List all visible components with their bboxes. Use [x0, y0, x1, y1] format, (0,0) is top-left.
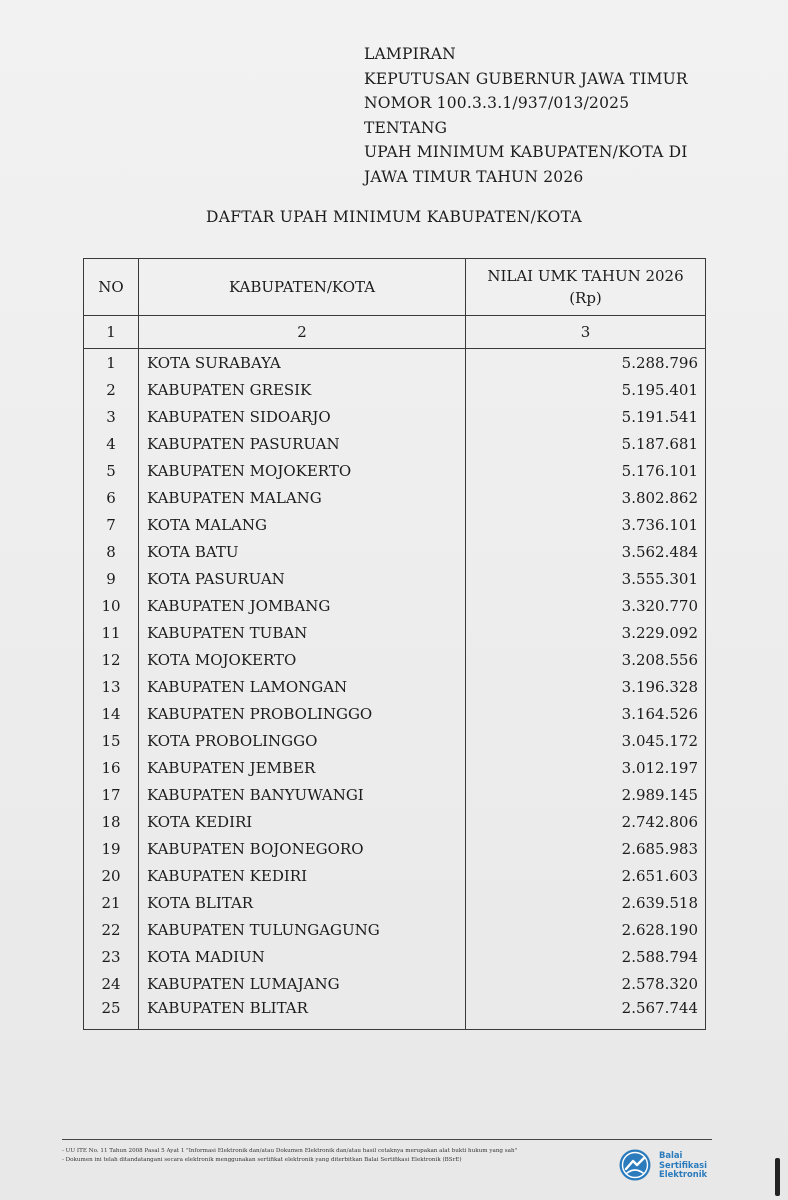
- row-value: 5.187.681: [466, 430, 706, 457]
- row-name: KABUPATEN BOJONEGORO: [139, 835, 466, 862]
- row-value: 3.562.484: [466, 538, 706, 565]
- table-row: [84, 673, 706, 700]
- row-number: 23: [84, 943, 139, 970]
- table-row: [84, 349, 706, 377]
- lampiran-line: JAWA TIMUR TAHUN 2026: [364, 167, 584, 186]
- bsre-logo-icon: [618, 1148, 652, 1182]
- table-row: [84, 808, 706, 835]
- table-row: [84, 754, 706, 781]
- row-value: 3.555.301: [466, 565, 706, 592]
- row-name: KABUPATEN MALANG: [139, 484, 466, 511]
- row-name: KABUPATEN LUMAJANG: [139, 970, 466, 997]
- row-name: KOTA SURABAYA: [139, 349, 466, 377]
- bsre-line: Sertifikasi: [659, 1159, 708, 1170]
- row-value: 3.045.172: [466, 727, 706, 754]
- table-row: [84, 997, 706, 1030]
- table-row: [84, 403, 706, 430]
- row-number: 3: [84, 403, 139, 430]
- table-row: [84, 727, 706, 754]
- row-number: 6: [84, 484, 139, 511]
- row-value: 2.628.190: [466, 916, 706, 943]
- table-row: [84, 511, 706, 538]
- row-value: 2.567.744: [466, 997, 706, 1030]
- row-value: 2.742.806: [466, 808, 706, 835]
- header-nilai-umk-line1: NILAI UMK TAHUN 2026: [487, 267, 684, 285]
- table-row: [84, 592, 706, 619]
- row-number: 24: [84, 970, 139, 997]
- row-value: 3.320.770: [466, 592, 706, 619]
- row-value: 5.176.101: [466, 457, 706, 484]
- row-number: 20: [84, 862, 139, 889]
- table-row: [84, 970, 706, 997]
- bsre-line: Balai: [659, 1150, 683, 1160]
- row-value: 2.578.320: [466, 970, 706, 997]
- table-header-row: [84, 259, 706, 316]
- row-value: 5.288.796: [466, 349, 706, 377]
- footer-divider: [62, 1139, 712, 1140]
- table-row: [84, 862, 706, 889]
- table-row: [84, 835, 706, 862]
- table-row: [84, 700, 706, 727]
- table-row: [84, 619, 706, 646]
- footnotes: [62, 1147, 517, 1164]
- row-name: KABUPATEN PROBOLINGGO: [139, 700, 466, 727]
- umk-table: [83, 258, 706, 1030]
- row-number: 22: [84, 916, 139, 943]
- row-name: KABUPATEN TULUNGAGUNG: [139, 916, 466, 943]
- table-row: [84, 781, 706, 808]
- bsre-line: Elektronik: [659, 1169, 708, 1180]
- row-value: 2.639.518: [466, 889, 706, 916]
- header-kabupaten-kota: KABUPATEN/KOTA: [139, 259, 466, 316]
- lampiran-line: UPAH MINIMUM KABUPATEN/KOTA DI: [364, 143, 688, 162]
- footnote-line: - UU ITE No. 11 Tahun 2008 Pasal 5 Ayat 1 "Informasi Elektronik dan/atau Dokumen Elektronik dan/atau hasil cetaknya merupakan alat bukti hukum yang sah": [62, 1148, 518, 1154]
- row-value: 3.736.101: [466, 511, 706, 538]
- row-value: 3.208.556: [466, 646, 706, 673]
- table-row: [84, 889, 706, 916]
- document-title-text: DAFTAR UPAH MINIMUM KABUPATEN/KOTA: [206, 208, 582, 226]
- row-name: KOTA BLITAR: [139, 889, 466, 916]
- scrollbar-handle[interactable]: [775, 1158, 780, 1196]
- table-row: [84, 430, 706, 457]
- row-name: KOTA MOJOKERTO: [139, 646, 466, 673]
- footnote-line: - Dokumen ini telah ditandatangani secara elektronik menggunakan sertifikat elektronik yang diterbitkan Balai Sertifikasi Elektronik (BSrE): [62, 1156, 462, 1163]
- row-name: KABUPATEN JOMBANG: [139, 592, 466, 619]
- row-number: 15: [84, 727, 139, 754]
- row-name: KABUPATEN PASURUAN: [139, 430, 466, 457]
- row-number: 17: [84, 781, 139, 808]
- table-row: [84, 538, 706, 565]
- column-number: 3: [466, 316, 706, 349]
- row-number: 9: [84, 565, 139, 592]
- table-row: [84, 916, 706, 943]
- row-value: 5.191.541: [466, 403, 706, 430]
- lampiran-line: LAMPIRAN: [364, 45, 456, 63]
- row-number: 16: [84, 754, 139, 781]
- row-name: KABUPATEN KEDIRI: [139, 862, 466, 889]
- column-number-row: [84, 316, 706, 349]
- row-name: KABUPATEN BANYUWANGI: [139, 781, 466, 808]
- header-nilai-umk-line2: (Rp): [569, 289, 602, 307]
- row-name: KABUPATEN TUBAN: [139, 619, 466, 646]
- header-nilai-umk: [466, 259, 706, 316]
- row-name: KOTA BATU: [139, 538, 466, 565]
- row-value: 3.229.092: [466, 619, 706, 646]
- lampiran-header: [364, 42, 688, 190]
- table-row: [84, 646, 706, 673]
- row-value: 5.195.401: [466, 376, 706, 403]
- row-name: KABUPATEN GRESIK: [139, 376, 466, 403]
- row-name: KABUPATEN BLITAR: [139, 997, 466, 1030]
- table-row: [84, 457, 706, 484]
- row-name: KOTA PROBOLINGGO: [139, 727, 466, 754]
- row-value: 3.012.197: [466, 754, 706, 781]
- table-row: [84, 565, 706, 592]
- row-number: 1: [84, 349, 139, 377]
- row-number: 5: [84, 457, 139, 484]
- row-value: 2.651.603: [466, 862, 706, 889]
- bsre-text: [659, 1151, 707, 1180]
- row-value: 3.164.526: [466, 700, 706, 727]
- row-number: 14: [84, 700, 139, 727]
- row-number: 12: [84, 646, 139, 673]
- row-number: 13: [84, 673, 139, 700]
- row-number: 18: [84, 808, 139, 835]
- row-number: 19: [84, 835, 139, 862]
- row-name: KABUPATEN JEMBER: [139, 754, 466, 781]
- row-name: KABUPATEN MOJOKERTO: [139, 457, 466, 484]
- row-number: 10: [84, 592, 139, 619]
- header-no: NO: [84, 259, 139, 316]
- row-value: 3.802.862: [466, 484, 706, 511]
- lampiran-line: NOMOR 100.3.3.1/937/013/2025: [364, 94, 630, 113]
- row-name: KOTA KEDIRI: [139, 808, 466, 835]
- lampiran-line: TENTANG: [364, 118, 448, 137]
- row-number: 4: [84, 430, 139, 457]
- row-value: 3.196.328: [466, 673, 706, 700]
- bsre-badge: [618, 1148, 738, 1184]
- row-number: 2: [84, 376, 139, 403]
- table-body: [84, 349, 706, 1030]
- row-number: 11: [84, 619, 139, 646]
- row-number: 25: [84, 997, 139, 1030]
- row-name: KOTA MALANG: [139, 511, 466, 538]
- table-row: [84, 484, 706, 511]
- row-name: KOTA MADIUN: [139, 943, 466, 970]
- row-number: 8: [84, 538, 139, 565]
- row-name: KOTA PASURUAN: [139, 565, 466, 592]
- row-number: 7: [84, 511, 139, 538]
- lampiran-line: KEPUTUSAN GUBERNUR JAWA TIMUR: [364, 69, 688, 88]
- row-value: 2.588.794: [466, 943, 706, 970]
- table-row: [84, 943, 706, 970]
- document-title: [0, 208, 788, 226]
- row-name: KABUPATEN LAMONGAN: [139, 673, 466, 700]
- row-number: 21: [84, 889, 139, 916]
- column-number: 2: [139, 316, 466, 349]
- table-row: [84, 376, 706, 403]
- row-value: 2.989.145: [466, 781, 706, 808]
- row-name: KABUPATEN SIDOARJO: [139, 403, 466, 430]
- column-number: 1: [84, 316, 139, 349]
- row-value: 2.685.983: [466, 835, 706, 862]
